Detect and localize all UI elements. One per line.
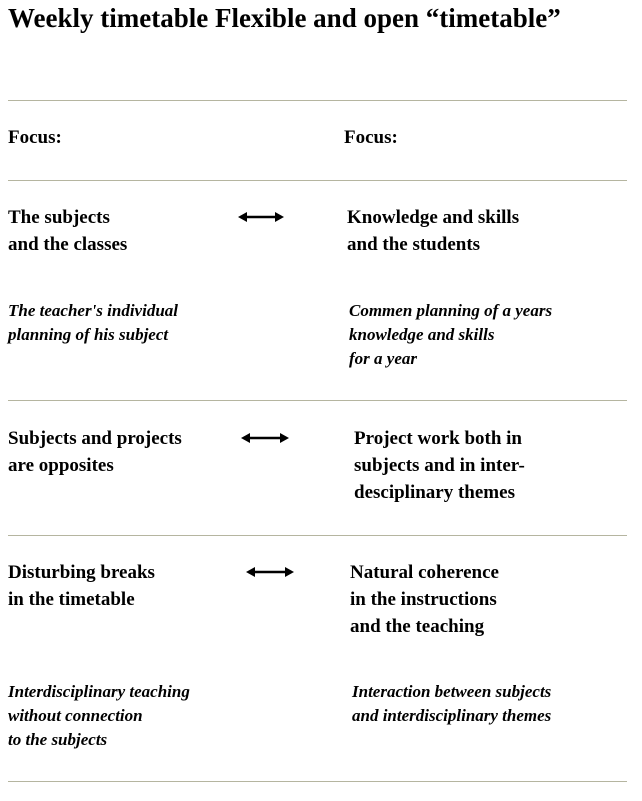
row3-right-text: Natural coherence in the instructions and the teaching <box>350 562 499 637</box>
row3-left-note: Interdisciplinary teaching without connection to the subjects <box>8 682 190 749</box>
divider <box>8 781 627 782</box>
row1-right-text: Knowledge and skills and the students <box>347 207 520 255</box>
double-headed-arrow-icon <box>246 565 294 579</box>
double-headed-arrow-icon <box>241 431 289 445</box>
row1-left-text: The subjects and the classes <box>8 207 128 255</box>
row3-right-note: Interaction between subjects and interdisciplinary themes <box>352 682 552 725</box>
row2-left-text: Subjects and projects are opposites <box>8 428 182 476</box>
page-title: Weekly timetable Flexible and open “timetable” <box>8 3 561 33</box>
double-headed-arrow-icon <box>238 210 284 224</box>
row1-right-note: Commen planning of a years knowledge and skills for a year <box>349 301 553 368</box>
focus-label-left: Focus: <box>8 127 62 148</box>
divider <box>8 100 627 101</box>
divider <box>8 400 627 401</box>
row3-left-text: Disturbing breaks in the timetable <box>8 562 155 610</box>
row1-left-note: The teacher's individual planning of his subject <box>8 301 178 344</box>
row2-right-text: Project work both in subjects and in inter- desciplinary themes <box>354 428 525 503</box>
divider <box>8 180 627 181</box>
focus-label-right: Focus: <box>344 127 398 148</box>
divider <box>8 535 627 536</box>
